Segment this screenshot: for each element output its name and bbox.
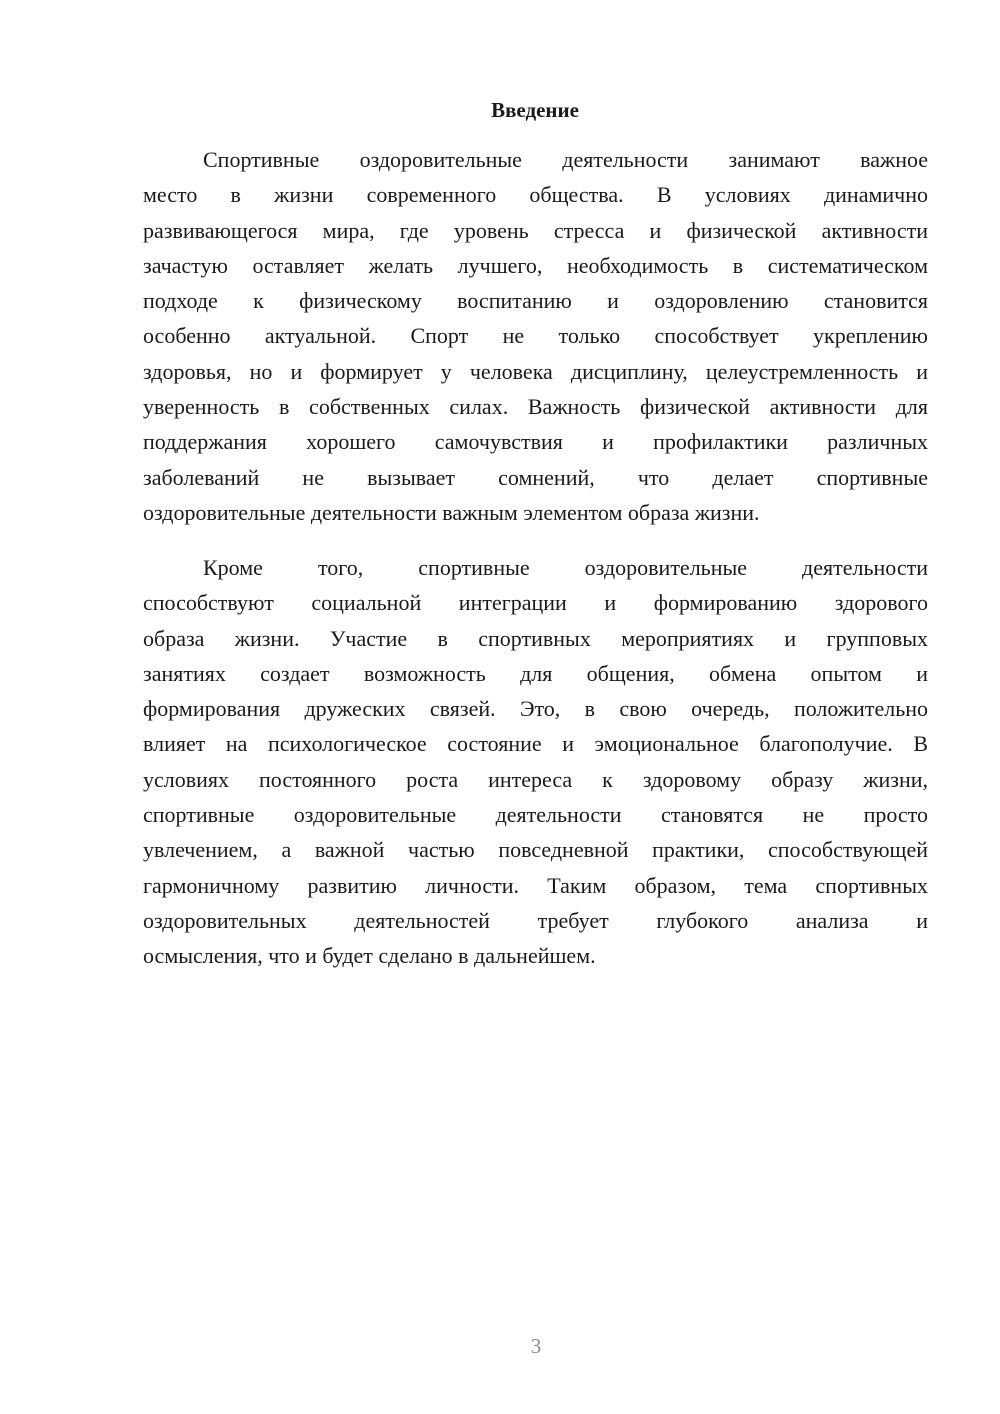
- text-line: условиях постоянного роста интереса к здоровому образу жизни,: [143, 766, 928, 792]
- section-title: Введение: [491, 98, 579, 122]
- text-line: формирования дружеских связей. Это, в свою очередь, положительно: [143, 696, 928, 722]
- text-line: здоровья, но и формирует у человека дисциплину, целеустремленность и: [143, 358, 928, 384]
- text-line: занятиях создает возможность для общения, обмена опытом и: [143, 660, 928, 686]
- text-line: образа жизни. Участие в спортивных мероприятиях и групповых: [143, 625, 928, 651]
- text-line: спортивные оздоровительные деятельности становятся не просто: [143, 802, 928, 828]
- text-line: гармоничному развитию личности. Таким образом, тема спортивных: [143, 872, 928, 898]
- paragraph-2: [143, 550, 928, 974]
- text-line: подходе к физическому воспитанию и оздоровлению становится: [143, 288, 928, 314]
- text-line: способствуют социальной интеграции и формированию здорового: [143, 590, 928, 616]
- text-line: оздоровительных деятельностей требует глубокого анализа и: [143, 907, 928, 933]
- text-line: Спортивные оздоровительные деятельности занимают важное: [203, 147, 928, 172]
- text-line: развивающегося мира, где уровень стресса и физической активности: [143, 217, 928, 243]
- paragraph-1: [143, 142, 928, 530]
- text-line: место в жизни современного общества. В условиях динамично: [143, 182, 928, 208]
- text-line: поддержания хорошего самочувствия и профилактики различных: [143, 429, 928, 455]
- text-line: уверенность в собственных силах. Важность физической активности для: [143, 394, 928, 420]
- text-line: влияет на психологическое состояние и эмоциональное благополучие. В: [143, 731, 928, 757]
- text-line: оздоровительные деятельности важным элементом образа жизни.: [143, 499, 760, 525]
- text-line: увлечением, а важной частью повседневной практики, способствующей: [143, 837, 928, 863]
- text-line: осмысления, что и будет сделано в дальнейшем.: [143, 943, 596, 969]
- text-line: заболеваний не вызывает сомнений, что делает спортивные: [143, 464, 928, 490]
- text-line: особенно актуальной. Спорт не только способствует укреплению: [143, 323, 928, 349]
- page-number: 3: [530, 1334, 542, 1358]
- text-line: зачастую оставляет желать лучшего, необходимость в систематическом: [143, 252, 928, 278]
- text-line: Кроме того, спортивные оздоровительные деятельности: [203, 555, 928, 580]
